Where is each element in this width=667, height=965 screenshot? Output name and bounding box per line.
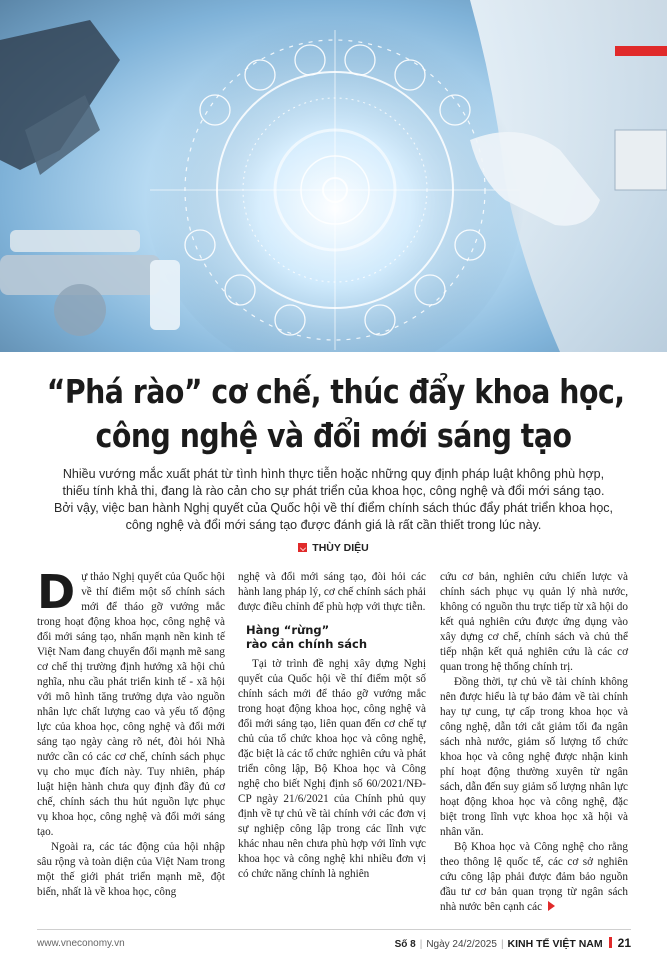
paragraph: nghệ và đổi mới sáng tạo, đòi hỏi các hành lang pháp lý, cơ chế chính sách phải được điều chỉnh để phù hợp với thực tiễn.	[238, 571, 426, 613]
paragraph: Đồng thời, tự chủ về tài chính không nên được hiểu là tự bảo đảm về tài chính hay tự cung, tự cấp trong khoa học và công nghệ, dẫn tới cắt giảm tối đa ngân sách nhà nước, giảm số lượng tổ chức khoa học và công nghệ được nhận kinh phí hoạt động thường xuyên từ ngân sách, dẫn đến suy giảm số lượng nhân lực hoạt động khoa học và công nghệ, đặc biệt trong lĩnh vực khoa học xã hội và nhân văn.	[440, 676, 628, 838]
hero-image	[0, 0, 667, 352]
paragraph: cứu cơ bản, nghiên cứu chiến lược và chính sách phục vụ quản lý nhà nước, không có nguồn thu trực tiếp từ xã hội do kết quả nghiên cứu được ứng dụng vào xây dựng cơ chế, chính sách và chủ thể tiếp nhận kết quả nghiên cứu là các cơ quan trong hệ thống chính trị.	[440, 571, 628, 673]
lead-line-1: Nhiều vướng mắc xuất phát từ tình hình thực tiễn hoặc những quy định pháp luật không phù hợp,	[62, 467, 605, 481]
headline-line-1: “Phá rào” cơ chế, thúc đẩy khoa học,	[46, 372, 625, 411]
column-3	[440, 570, 628, 915]
column-1	[37, 565, 225, 900]
lead-line-3: Bởi vậy, việc ban hành Nghị quyết của Quốc hội về thí điểm chính sách thúc đẩy phát triển khoa học,	[54, 501, 613, 515]
column-2	[238, 570, 426, 882]
lead-line-2: thiếu tính khả thi, đang là rào cản cho sự phát triển của khoa học, công nghệ và đổi mới sáng tạo.	[62, 484, 605, 498]
section-tab	[615, 46, 667, 56]
paragraph	[440, 840, 628, 915]
headline-line-2: công nghệ và đổi mới sáng tạo	[95, 416, 572, 455]
subheading	[246, 623, 426, 651]
paragraph: Ngoài ra, các tác động của hội nhập sâu rộng và toàn diện của Việt Nam trong một thế giới phát triển mạnh mẽ, đột biến, nhất là về khoa học, công	[37, 841, 225, 898]
issue-date: Ngày 24/2/2025	[426, 939, 497, 950]
paragraph-text: Bộ Khoa học và Công nghệ cho rằng theo thông lệ quốc tế, các cơ sở nghiên cứu công lập phải được đảm bảo nguồn đầu tư cơ bản quan trọng từ ngân sách nhà nước bên cạnh các	[440, 841, 628, 913]
page-number: 21	[617, 936, 631, 950]
divider	[609, 937, 612, 948]
issue-number: Số 8	[394, 939, 416, 950]
pen-icon	[298, 543, 307, 552]
article-headline	[46, 370, 625, 458]
lead-line-4: công nghệ và đổi mới sáng tạo được đánh giá là rất cần thiết trong lúc này.	[125, 518, 542, 532]
paragraph: Tại tờ trình đề nghị xây dựng Nghị quyết của Quốc hội về thí điểm một số chính sách mới để tháo gỡ vướng mắc trong hoạt động khoa học, công nghệ và đổi mới sáng tạo, liên quan đến cơ chế tự chủ của tổ chức khoa học và công nghệ, đặc biệt là các tổ chức nghiên cứu và phát triển công lập, Bộ Khoa học và Công nghệ cho biết Nghị định số 60/2021/NĐ-CP ngày 21/6/2021 của Chính phủ quy định về tự chủ về tài chính với các đơn vị sự nghiệp công lập trong các lĩnh vực khác nhau nên chưa phù hợp với lĩnh vực khoa học và công nghệ khi nhiều đơn vị có chức năng chính là nghiên	[238, 658, 426, 880]
article-lead	[30, 466, 637, 534]
footer-info: Số 8 | Ngày 24/2/2025 | KINH TẾ VIỆT NAM 21	[394, 936, 631, 950]
author-name: THÙY DIỆU	[312, 542, 369, 554]
paragraph	[37, 565, 225, 840]
continue-arrow-icon	[548, 901, 555, 911]
publication-name: KINH TẾ VIỆT NAM	[507, 938, 603, 950]
website-url: www.vneconomy.vn	[37, 938, 125, 949]
byline	[0, 542, 667, 554]
subheading-line-1: Hàng “rừng”	[246, 623, 330, 637]
paragraph-text: ự thảo Nghị quyết của Quốc hội về thí điểm một số chính sách mới để tháo gỡ vướng mắc trong hoạt động khoa học, công nghệ và đổi mới sáng tạo, nhấn mạnh nền kinh tế Việt Nam đang chuyển đổi mạnh mẽ sang cơ chế thị trường định hướng xã hội chủ nghĩa, nhu cầu phát triển kinh tế - xã hội với mô hình tăng trưởng dựa vào nguồn nhân lực chất lượng cao và yếu tố động lực của khoa học, công nghệ và đổi mới sáng tạo ngày càng rõ nét, đòi hỏi Nhà nước cần có các cơ chế, chính sách phục vụ cho mục đích này. Tuy nhiên, pháp luật hiện hành chưa quy định đầy đủ cơ chế, chính sách thu hút nguồn lực phục vụ khoa học, công nghệ và đổi mới sáng tạo.	[37, 571, 225, 838]
subheading-line-2: rào cản chính sách	[246, 637, 368, 651]
science-illustration	[0, 0, 667, 352]
drop-cap: D	[37, 565, 76, 619]
page-footer	[37, 929, 631, 952]
